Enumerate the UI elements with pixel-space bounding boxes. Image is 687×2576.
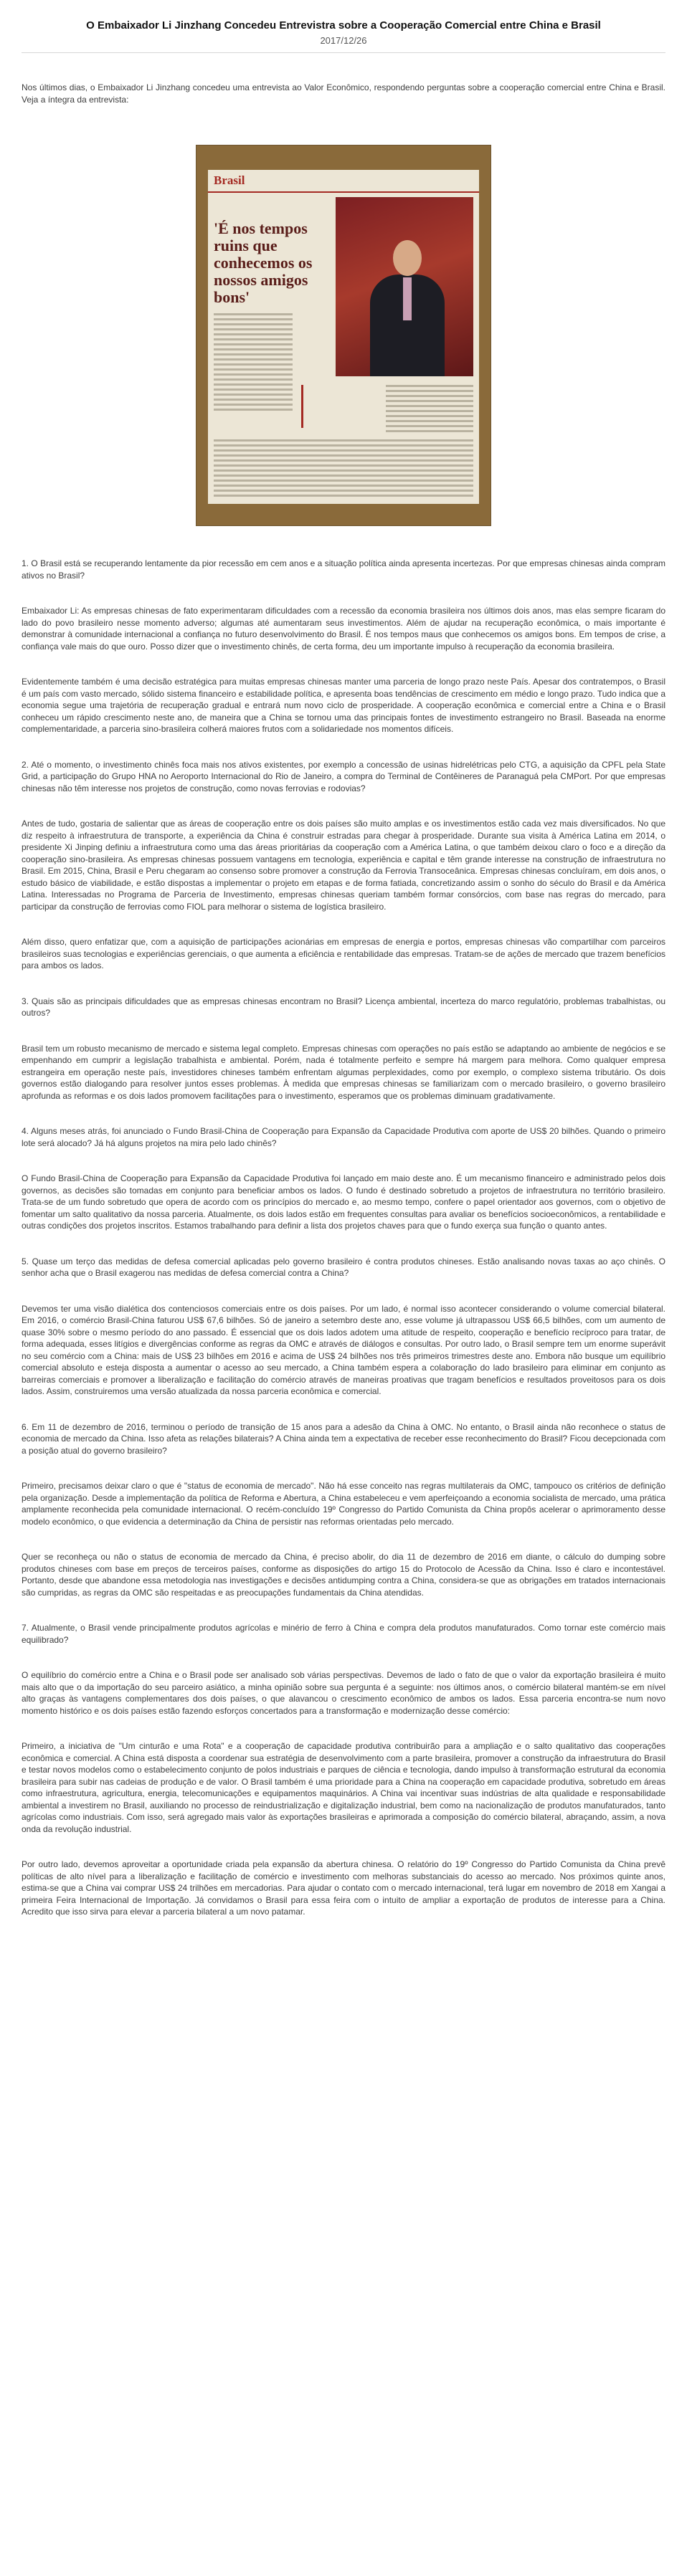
article-header	[0, 0, 687, 47]
intro-paragraph: Nos últimos dias, o Embaixador Li Jinzhang concedeu uma entrevista ao Valor Econômico, respondendo perguntas sobre a cooperação comercial entre China e Brasil. Veja a íntegra da entrevista:	[22, 82, 665, 105]
question-4: 4. Alguns meses atrás, foi anunciado o Fundo Brasil-China de Cooperação para Expansão da Capacidade Produtiva com aporte de US$ 20 bilhões. Quando o primeiro lote será alocado? Já há alguns projetos na mira pelo lado chinês?	[22, 1126, 665, 1148]
question-1: 1. O Brasil está se recuperando lentamente da pior recessão em cem anos e a situação política ainda apresenta incertezas. Por que empresas chinesas ainda compram ativos no Brasil?	[22, 558, 665, 581]
answer-7c: Por outro lado, devemos aproveitar a oportunidade criada pela expansão da abertura chinesa. O relatório do 19º Congresso do Partido Comunista da China prevê políticas de alto nível para a liberalização e facilitação de comércio e investimento com melhoras substanciais do acesso ao mercado. Nos próximos quinte anos, estima-se que a China vai comprar US$ 24 trilhões em mercadorias. Para ajudar o contato com o mercado internacional, terá lugar em novembro de 2018 em Xangai a primeira Feira Internacional de Importação. Já convidamos o Brasil para essa feira com o intuito de ampliar a exportação de produtos de interesse para a China. Acredito que isso sirva para elevar a parceria bilateral a um novo patamar.	[22, 1859, 665, 1917]
answer-2b: Além disso, quero enfatizar que, com a aquisição de participações acionárias em empresas de energia e portos, empresas chinesas vão compartilhar com parceiros brasileiros suas tecnologias e experiências gerenciais, o que aumenta a eficiência e rentabilidade das empresas. Tratam-se de ações de mercado que trazem benefícios para ambos os lados.	[22, 937, 665, 970]
question-3: 3. Quais são as principais dificuldades que as empresas chinesas encontram no Brasil? Licença ambiental, incerteza do marco regulatório, problemas trabalhistas, ou outros?	[22, 996, 665, 1018]
answer-4: O Fundo Brasil-China de Cooperação para Expansão da Capacidade Produtiva foi lançado em maio deste ano. É um mecanismo financeiro e administrado pelos dois governos, as decisões são tomadas em conjunto para beneficiar ambos os lados. O fundo é destinado sobretudo a projetos de infraestrutura no território brasileiro. Trata-se de um fundo sobretudo que opera de acordo com os princípios do mercado e, ao mesmo tempo, confere o papel orientador aos governos, com o objetivo de fomentar um salto qualitativo da nossa parceria. Atualmente, os dois lados estão em frequentes consultas para avaliar os benefícios socioeconômicos, a rentabilidade e outras condições dos projetos inscritos. Estamos trabalhando para definir a lista dos projetos chaves para que o fundo exerça sua função o quanto antes.	[22, 1173, 665, 1231]
answer-2a: Antes de tudo, gostaria de salientar que as áreas de cooperação entre os dois países são muito amplas e os investimentos estão cada vez mais diversificados. No que diz respeito à infraestrutura de transporte, a experiência da China é construir estradas para chegar à prosperidade. Durante sua visita à América Latina em 2014, o presidente Xi Jinping definiu a infraestrutura como uma das áreas prioritárias da cooperação com a América Latina, o que também deixou claro o foco e a direção da cooperação sino-brasileira. As empresas chinesas possuem vantagens em tecnologia, experiência e capital e têm grande interesse na construção de infraestrutura no Brasil. Em 2015, China, Brasil e Peru chegaram ao consenso sobre promover a construção da Ferrovia Transoceânica. Empresas chinesas concluíram, em dois anos, o estudo básico de viabilidade, e estão dispostas a implementar o projeto em etapas e de forma fatiada, concretizando assim o sonho do século do Brasil e da América Latina. Interessadas no Programa de Parceria de Investimento, empresas chinesas queriam também formar consórcios, com base nas regras do mercado, para participar da construção de ferrovias como FIOL para melhorar o sistema de logística brasileiro.	[22, 819, 665, 912]
question-7: 7. Atualmente, o Brasil vende principalmente produtos agrícolas e minério de ferro à China e compra dela produtos manufaturados. Como tornar este comércio mais equilibrado?	[22, 1623, 665, 1645]
newspaper-column-right	[386, 385, 473, 435]
newspaper-photo	[196, 146, 491, 525]
newspaper-bottom-text	[214, 439, 473, 500]
answer-3: Brasil tem um robusto mecanismo de mercado e sistema legal completo. Empresas chinesas com operações no país estão se adaptando ao ambiente de negócios e se empenhando em cumprir a legislação trabalhista e ambiental. Porém, nada é totalmente perfeito e sempre há margem para melhora. Como qualquer empresa estrangeira em operação neste país, investidores chineses também enfrentam algumas perplexidades, como por exemplo, o complexo sistema tributário. Os dois governos estão dialogando para resolver juntos esses problemas. À medida que empresas chinesas se familiarizam com o mercado brasileiro, o governo brasileiro aprofunda as reformas e os dois lados promovem facilitações para o investimento, esperamos que os problemas diminuam gradativamente.	[22, 1043, 665, 1101]
answer-7b: Primeiro, a iniciativa de "Um cinturão e uma Rota" e a cooperação de capacidade produtiva contribuirão para a ampliação e o salto qualitativo das cooperações econômica e comercial. A China está disposta a coordenar sua estratégia de desenvolvimento com a parte brasileira, promover a construção da infraestrutura do Brasil e testar novos modelos como o estabelecimento conjunto de polos industriais e parques de ciência e tecnologia, dando impulso à transformação estrutural da economia brasileira para subir nas cadeias de produção e de valor. O Brasil também é uma prioridade para a China na cooperação em capacidade produtiva, sobretudo em áreas como infraestrutura, agricultura, energia, telecomunicações e equipamentos maquinários. A China vai incentivar suas indústrias de alta qualidade e responsabilidade ambiental a investirem no Brasil, auxiliando no processo de reindustrialização e digitalização industrial, bem como na nacionalização de produtos manufaturados, tanto agrícolas como industriais. Com isso, será agregado mais valor às exportações brasileiras e aprimorada a composição do comércio bilateral, abraçando, assim, a nova onda da revolução industrial.	[22, 1741, 665, 1834]
answer-5: Devemos ter uma visão dialética dos contenciosos comerciais entre os dois países. Por um lado, é normal isso acontecer considerando o volume comercial bilateral. Em 2016, o comércio Brasil-China faturou US$ 67,6 bilhões. Só de janeiro a setembro deste ano, esse volume já ultrapassou US$ 66,5 bilhões, com um aumento de quase 30% sobre o mesmo período do ano passado. É essencial que os dois lados adotem uma atitude de respeito, cooperação e benefício recíproco para tratar, de forma adequada, esses litígios e divergências conforme as regras da OMC e através de diálogos e consultas. Por outro lado, o Brasil sempre tem um enorme superávit no seu comércio com a China: mais de US$ 23 bilhões em 2016 e acima de US$ 24 bilhões nos três primeiros trimestres deste ano. Embora não busque um equilíbrio comercial absoluto e esteja disposta a aumentar o acesso ao seu mercado, a China também espera a colaboração do lado brasileiro para eliminar em conjunto as barreiras comerciais e promover a liberalização e facilitação do comércio através de maneiras proativas que tragam benefícios e resultados proveitosos para os dois lados. Assim, construiremos uma versão atualizada da nossa parceria econômica e comercial.	[22, 1303, 665, 1396]
article-date: 2017/12/26	[320, 35, 367, 46]
question-2: 2. Até o momento, o investimento chinês foca mais nos ativos existentes, por exemplo a concessão de usinas hidrelétricas pelo CTG, a aquisição da CPFL pela State Grid, a participação do Grupo HNA no Aeroporto Internacional do Rio de Janeiro, a compra do Terminal de Contêineres de Paranaguá pela CMPort. Por que empresas chinesas não têm interesse nos projetos de construção, como novas ferrovias e rodovias?	[22, 759, 665, 793]
newspaper-column-left	[214, 313, 293, 414]
newspaper-pull-quote	[301, 385, 382, 428]
ambassador-portrait	[336, 197, 473, 376]
newspaper-masthead	[208, 170, 479, 193]
newspaper-section: Brasil	[214, 173, 245, 187]
answer-1a: Embaixador Li: As empresas chinesas de fato experimentaram dificuldades com a recessão da economia brasileira nos últimos dois anos, mas elas sempre ficaram do lado do povo brasileiro nesse momento adverso; algumas até aumentaram seus investimentos. Além de ajudar na recuperação econômica, o mais importante é demonstrar à comunidade internacional a confiança no futuro desenvolvimento do Brasil. É nos tempos maus que conhecemos os amigos bons. Em tempos de crise, a confiança vale mais do que ouro. Posso dizer que o investimento chinês, de certa forma, deu um importante impulso à recuperação da economia brasileira.	[22, 606, 665, 652]
answer-6b: Quer se reconheça ou não o status de economia de mercado da China, é preciso abolir, do dia 11 de dezembro de 2016 em diante, o cálculo do dumping sobre produtos chineses com base em preços de terceiros países, conforme as disposições do artigo 15 do Protocolo de Acessão da China. Isso é claro e incontestável. Portanto, desde que abandone essa metodologia nas investigações e decisões antidumping contra a China, considera-se que as obrigações em tratados internacionais são cumpridas, as regras da OMC são respeitadas e as preocupações fundamentais da China atendidas.	[22, 1552, 665, 1598]
answer-1b: Evidentemente também é uma decisão estratégica para muitas empresas chinesas manter uma parceria de longo prazo neste País. Apesar dos contratempos, o Brasil é um país com vasto mercado, sólido sistema financeiro e estabilidade política, e apresenta boas tendências de crescimento em médio e longo prazo. Tudo indica que a economia segue uma trajetória de recuperação gradual e entrará num novo ciclo de prosperidade. A cooperação econômica e comercial entre a China e o Brasil conheceu um rápido crescimento neste ano, de maneira que a China se tornou uma das principais fontes de investimento estrangeiro no Brasil. Baseada na enorme complementaridade, a parceria sino-brasileira colherá maiores frutos com a solidariedade nos momentos difíceis.	[22, 677, 665, 734]
newspaper-page	[208, 170, 479, 504]
newspaper-headline: 'É nos tempos ruins que conhecemos os nossos amigos bons'	[214, 219, 313, 306]
question-5: 5. Quase um terço das medidas de defesa comercial aplicadas pelo governo brasileiro é contra produtos chineses. Estão analisando novas taxas ao aço chinês. O senhor acha que o Brasil exagerou nas medidas de defesa comercial contra a China?	[22, 1256, 665, 1278]
answer-6a: Primeiro, precisamos deixar claro o que é "status de economia de mercado". Não há esse conceito nas regras multilaterais da OMC, tampouco os critérios de definição pela organização. Desde a implementação da política de Reforma e Abertura, a China estabeleceu e vem aperfeiçoando a economia socialista de mercado, uma prática amplamente reconhecida pela comunidade internacional. O recém-concluído 19º Congresso do Partido Comunista da China propôs acelerar o aprimoramento desse modelo econômico, o que evidencia a determinação da China de persistir nas reformas orientadas pelo mercado.	[22, 1481, 665, 1527]
article-title: O Embaixador Li Jinzhang Concedeu Entrevistra sobre a Cooperação Comercial entre China e Brasil	[86, 19, 601, 32]
header-divider	[22, 52, 665, 53]
answer-7a: O equilíbrio do comércio entre a China e o Brasil pode ser analisado sob várias perspectivas. Devemos de lado o fato de que o valor da exportação brasileira é muito mais alto que o da importação do seu parceiro asiático, a minha opinião sobre sua pergunta é a seguinte: nos últimos anos, o comércio bilateral mantém-se em nível alto graças às vantagens complementares dos dois países, o que alavancou o crescimento econômico de ambos os lados. Essa parceria encontra-se num novo momento histórico e os dois países estão fazendo esforços concertados para a transformação e modernização desse comércio:	[22, 1670, 665, 1716]
article-body	[0, 82, 687, 1918]
question-6: 6. Em 11 de dezembro de 2016, terminou o período de transição de 15 anos para a adesão da China à OMC. No entanto, o Brasil ainda não reconhece o status de economia de mercado da China. Isso afeta as relações bilaterais? A China ainda tem a expectativa de receber esse reconhecimento do Brasil? Ficou decepcionada com a posição atual do governo brasileiro?	[22, 1421, 665, 1456]
